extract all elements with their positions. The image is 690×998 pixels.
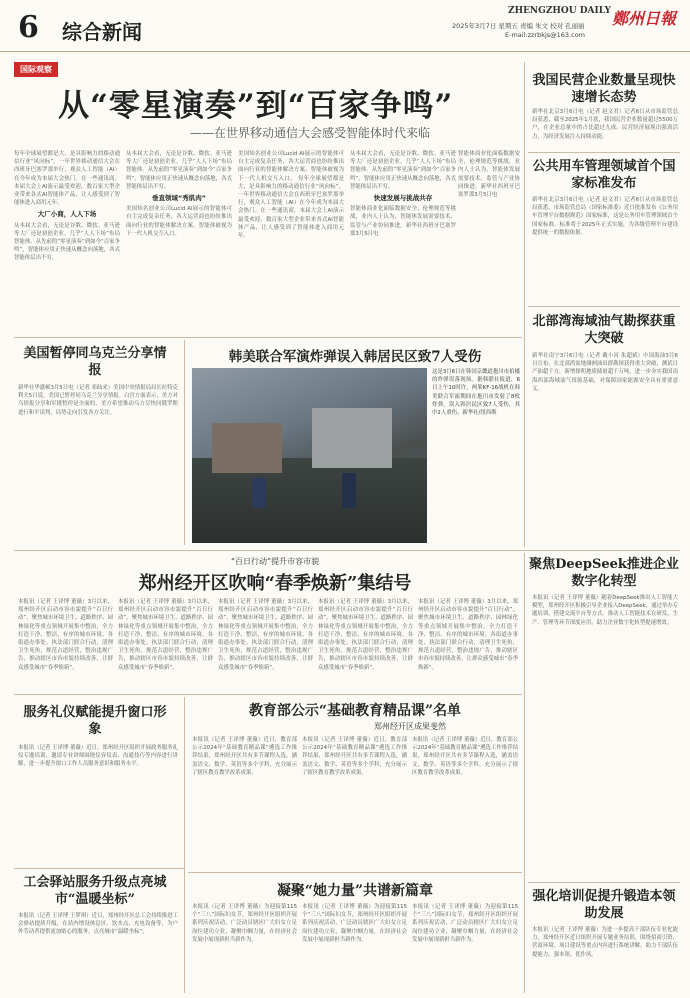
us-intel-body: 新华社华盛顿3月5日电（记者 邓仙来）美国中央情报局局长拉特克利夫5日说，美国已暂停同乌克兰分享情报。白宫方面表示，美方对乌情报分享和军援暂停是全面的，美方希望推动乌方尽快同俄罗斯进行和平谈判，局势走向引发各方关注。 <box>18 385 178 416</box>
lead-para-1b: 每年全球展望都是大，是具影响力的移动通信行业“风向标”。一年世界移动通信大会在西班牙巴塞罗那举行，观众人工智能（AI）在今年成为本届大会热门。在一些通讯商，本届大会上AI演示最受欢迎，数百家大型企业带来各式AI智能体产品，让人感受到了智能体进入商用元年。 <box>238 175 344 240</box>
masthead <box>0 0 690 52</box>
lead-para-3: 美国知名创业公司Lucid AI展示的智能体可自主完成复杂任务，各大运营商也纷纷推出面向行业的智能体解决方案，智能体被视为下一代人机交互入口。 <box>126 206 232 237</box>
newspaper-logo: 鄭州日報 <box>612 9 677 28</box>
section-title: 综合新闻 <box>62 20 142 44</box>
photo-caption: 这是3月6日在韩国京畿道抱川市拍摄的炸弹误落现场。据韩联社报道，6日上午10时许，两架KF-16战机在韩美联合军演期间在抱川市发射了8枚炸弹，误入韩居民区致7人受伤，其中2人重伤。新华社/纽西斯 <box>432 369 520 417</box>
lead-para-2: 从本届大会看，无论是谷歌、微软、亚马逊等大厂还是初创企业，几乎“人人下场”布局智能体。从先前的“零星演奏”到如今“百家争鸣”，智能体应用正快速从概念向落地，各式智能体层出不穷。 <box>14 222 120 262</box>
training-title[interactable]: 强化培训促提升锻造本领助发展 <box>532 889 676 921</box>
divider <box>528 152 680 153</box>
column-divider <box>184 340 185 545</box>
lead-para-2b: 从本届大会看，无论是谷歌、微软、亚马逊等大厂还是初创企业，几乎“人人下场”布局智能体。从先前的“零星演奏”到如今“百家争鸣”，智能体应用正快速从概念向落地，各式智能体层出不穷。 <box>126 151 232 190</box>
lead-column-3 <box>238 150 344 330</box>
photo-news-title[interactable]: 韩美联合军演炸弹误入韩居民区致7人受伤 <box>228 349 482 365</box>
feature-col-1: 本报讯（记者 王译博 董薇）3月以来，郑州经开区启动市容市貌提升“百日行动”，聚焦城市环境卫生、道路秩序、园林绿化等重点领域开展集中整治，全力打造干净、整洁、有序的城市环境。各街道办事处、执法部门联合行动，清理卫生死角，规范占道经营，整治违规广告，推动辖区市容市貌持续改善，让群众感受城市“春季焕新”。 <box>18 599 113 671</box>
lead-subheading-3: 快速发展与挑战共存 <box>373 194 433 203</box>
lead-column-4 <box>350 150 456 330</box>
lead-para-4: 智能体商业化面临数据安全、伦理规范等挑战，业内人士认为，智能体发展需要技术、监管与产业协同推进。新华社西班牙巴塞罗那3月5日电 <box>350 206 456 237</box>
column-divider <box>524 553 525 993</box>
lead-headline[interactable]: 从“零星演奏”到“百家争鸣” <box>58 88 454 124</box>
divider <box>528 306 680 307</box>
beibu-gulf-oil-title[interactable]: 北部湾海域油气勘探获重大突破 <box>532 314 676 346</box>
etiquette-body: 本报讯（记者 王译博 董薇）近日，郑州经开区组织开展政务服务礼仪专题培训，邀请专业讲师围绕仪容仪表、沟通技巧等内容进行讲解，进一步提升窗口工作人员服务意识和服务水平。 <box>18 745 178 768</box>
us-intel-title[interactable]: 美国暂停同乌克兰分享情报 <box>23 346 167 378</box>
date-line: 2025年3月7日 星期五 责编 朱文 校对 孔丽丽 <box>452 22 585 30</box>
private-enterprise-body: 新华社北京3月6日电（记者 赵文君）记者6日从市场监管总局获悉，截至2025年1月底，我国民营企业数量超过5500万户，在企业总量中的占比超过九成。民营经济展现出强劲活力，为经济发展注入持续动能。 <box>532 109 678 140</box>
lead-column-2 <box>126 150 232 330</box>
lead-column-1 <box>14 150 120 330</box>
etiquette-title[interactable]: 服务礼仪赋能提升窗口形象 <box>23 705 167 737</box>
women-col-2: 本报讯（记者 王译博 董薇）为迎接第115个“三八”国际妇女节，郑州经开区组织开展系列庆祝活动，广泛动员辖区广大妇女立足岗位建功立业，凝聚巾帼力量，在经济社会发展中展现新担当新作为。 <box>302 904 407 943</box>
training-body: 本报讯（记者 王译博 董薇）为进一步提高干部队伍专业化能力，郑州经开区近日组织开展专题业务培训，围绕招商引资、营商环境、项目建设等重点内容进行系统讲解，助力干部队伍提能力、强本领、优作风。 <box>532 927 678 958</box>
feature-title[interactable]: 郑州经开区吹响“春季焕新”集结号 <box>138 573 412 594</box>
deepseek-title[interactable]: 聚焦DeepSeek推进企业数字化转型 <box>529 557 679 589</box>
lead-para-3b: 美国知名创业公司Lucid AI展示的智能体可自主完成复杂任务，各大运营商也纷纷推出面向行业的智能体解决方案，智能体被视为下一代人机交互入口。 <box>238 151 344 182</box>
divider <box>188 872 522 873</box>
divider <box>14 694 522 695</box>
news-photo[interactable] <box>192 368 427 543</box>
column-divider <box>184 697 185 993</box>
education-col-3: 本报讯（记者 王译博 董薇）近日，教育部公示2024年“基础教育精品课”遴选工作推荐结果，郑州经开区共有多节课程入选，涵盖语文、数学、英语等多个学科，充分展示了辖区教育教学改革成果。 <box>412 737 518 776</box>
education-subtitle: 郑州经开区成果斐然 <box>374 722 446 731</box>
feature-col-3: 本报讯（记者 王译博 董薇）3月以来，郑州经开区启动市容市貌提升“百日行动”，聚焦城市环境卫生、道路秩序、园林绿化等重点领域开展集中整治，全力打造干净、整洁、有序的城市环境。各街道办事处、执法部门联合行动，清理卫生死角，规范占道经营，整治违规广告，推动辖区市容市貌持续改善，让群众感受城市“春季焕新”。 <box>218 599 313 671</box>
column-divider <box>524 62 525 547</box>
education-col-2: 本报讯（记者 王译博 董薇）近日，教育部公示2024年“基础教育精品课”遴选工作推荐结果，郑州经开区共有多节课程入选，涵盖语文、数学、英语等多个学科，充分展示了辖区教育教学改革成果。 <box>302 737 407 776</box>
lead-column-5 <box>458 150 520 330</box>
private-enterprise-title[interactable]: 我国民营企业数量呈现快速增长态势 <box>532 73 676 105</box>
official-car-standard-body: 新华社北京3月6日电（记者 赵文君）记者6日从市场监管总局获悉，市场监管总局（国家标准委）近日批准发布《公务用车管理平台数据规范》国家标准，这是公务用车管理领域首个国家标准。标准将于2025年正式实施，为各级管理平台建设提供统一的数据依据。 <box>532 197 678 236</box>
lead-subheading-1: 大厂小商，人人下场 <box>37 210 97 219</box>
divider <box>528 882 680 883</box>
divider <box>14 550 680 551</box>
education-col-1: 本报讯（记者 王译博 董薇）近日，教育部公示2024年“基础教育精品课”遴选工作推荐结果，郑州经开区共有多节课程入选，涵盖语文、数学、英语等多个学科，充分展示了辖区教育教学改革成果。 <box>192 737 297 776</box>
email: E-mail:zzrbkjs@163.com <box>505 31 586 39</box>
women-title[interactable]: 凝聚“她力量”共谱新篇章 <box>276 883 434 899</box>
lead-para-2c: 从本届大会看，无论是谷歌、微软、亚马逊等大厂还是初创企业，几乎“人人下场”布局智能体。从先前的“零星演奏”到如今“百家争鸣”，智能体应用正快速从概念向落地，各式智能体层出不穷。 <box>350 151 456 190</box>
women-col-3: 本报讯（记者 王译博 董薇）为迎接第115个“三八”国际妇女节，郑州经开区组织开展系列庆祝活动，广泛动员辖区广大妇女立足岗位建功立业，凝聚巾帼力量，在经济社会发展中展现新担当新作为。 <box>412 904 518 943</box>
brand-en: ZHENGZHOU DAILY <box>508 6 611 16</box>
education-title[interactable]: 教育部公示“基础教育精品课”名单 <box>248 703 462 719</box>
deepseek-body: 本报讯（记者 王译博 董薇）随着DeepSeek推出人工智能大模型，郑州经开区积极引导企业接入DeepSeek，通过举办专题培训、搭建交流平台等方式，推动人工智能技术在研发、生产、管理等环节深度应用，助力企业数字化转型提速增效。 <box>532 595 678 626</box>
lead-subheading-2: 垂直领域“秀肌肉” <box>151 194 207 203</box>
feature-col-2: 本报讯（记者 王译博 董薇）3月以来，郑州经开区启动市容市貌提升“百日行动”，聚焦城市环境卫生、道路秩序、园林绿化等重点领域开展集中整治，全力打造干净、整洁、有序的城市环境。各街道办事处、执法部门联合行动，清理卫生死角，规范占道经营，整治违规广告，推动辖区市容市貌持续改善，让群众感受城市“春季焕新”。 <box>118 599 213 671</box>
feature-tag: “百日行动”提升市容市貌 <box>230 557 320 566</box>
lead-para-4b: 智能体商业化面临数据安全、伦理规范等挑战，业内人士认为，智能体发展需要技术、监管与产业协同推进。新华社西班牙巴塞罗那3月5日电 <box>458 151 520 199</box>
lead-subhead: ——在世界移动通信大会感受智能体时代来临 <box>190 126 431 140</box>
divider <box>14 868 184 869</box>
official-car-standard-title[interactable]: 公共用车管理领域首个国家标准发布 <box>532 159 676 191</box>
section-tag: 国际观察 <box>14 62 58 77</box>
divider <box>14 337 522 338</box>
page-number: 6 <box>18 10 39 45</box>
beibu-gulf-oil-body: 新华社南宁3月6日电（记者 戴小河 朱超斌）中国海油3月6日宣布，在北部湾盆地涠洲油田群勘探获得重大突破，测试日产油超千方，新增探明地质储量超千万吨，进一步夯实我国南海西部海域油气资源基础，对保障国家能源安全具有重要意义。 <box>532 353 678 392</box>
feature-col-5: 本报讯（记者 王译博 董薇）3月以来，郑州经开区启动市容市貌提升“百日行动”，聚焦城市环境卫生、道路秩序、园林绿化等重点领域开展集中整治，全力打造干净、整洁、有序的城市环境。各街道办事处、执法部门联合行动，清理卫生死角，规范占道经营，整治违规广告，推动辖区市容市貌持续改善，让群众感受城市“春季焕新”。 <box>418 599 518 671</box>
feature-col-4: 本报讯（记者 王译博 董薇）3月以来，郑州经开区启动市容市貌提升“百日行动”，聚焦城市环境卫生、道路秩序、园林绿化等重点领域开展集中整治，全力打造干净、整洁、有序的城市环境。各街道办事处、执法部门联合行动，清理卫生死角，规范占道经营，整治违规广告，推动辖区市容市貌持续改善，让群众感受城市“春季焕新”。 <box>318 599 413 671</box>
union-station-body: 本报讯（记者 王译博 王梦琪）近日，郑州经开区总工会持续推进工会驿站提质升级，在站内增设休息区、饮水点、充电设备等，为户外劳动者提供更加贴心的服务，点亮城市“温暖坐标”。 <box>18 913 178 936</box>
union-station-title[interactable]: 工会驿站服务升级点亮城市“温暖坐标” <box>23 875 167 907</box>
women-col-1: 本报讯（记者 王译博 董薇）为迎接第115个“三八”国际妇女节，郑州经开区组织开展系列庆祝活动，广泛动员辖区广大妇女立足岗位建功立业，凝聚巾帼力量，在经济社会发展中展现新担当新作为。 <box>192 904 297 943</box>
lead-para-1: 每年全球展望都是大，是具影响力的移动通信行业“风向标”。一年世界移动通信大会在西班牙巴塞罗那举行，观众人工智能（AI）在今年成为本届大会热门。在一些通讯商，本届大会上AI演示最受欢迎，数百家大型企业带来各式AI智能体产品，让人感受到了智能体进入商用元年。 <box>14 151 120 207</box>
